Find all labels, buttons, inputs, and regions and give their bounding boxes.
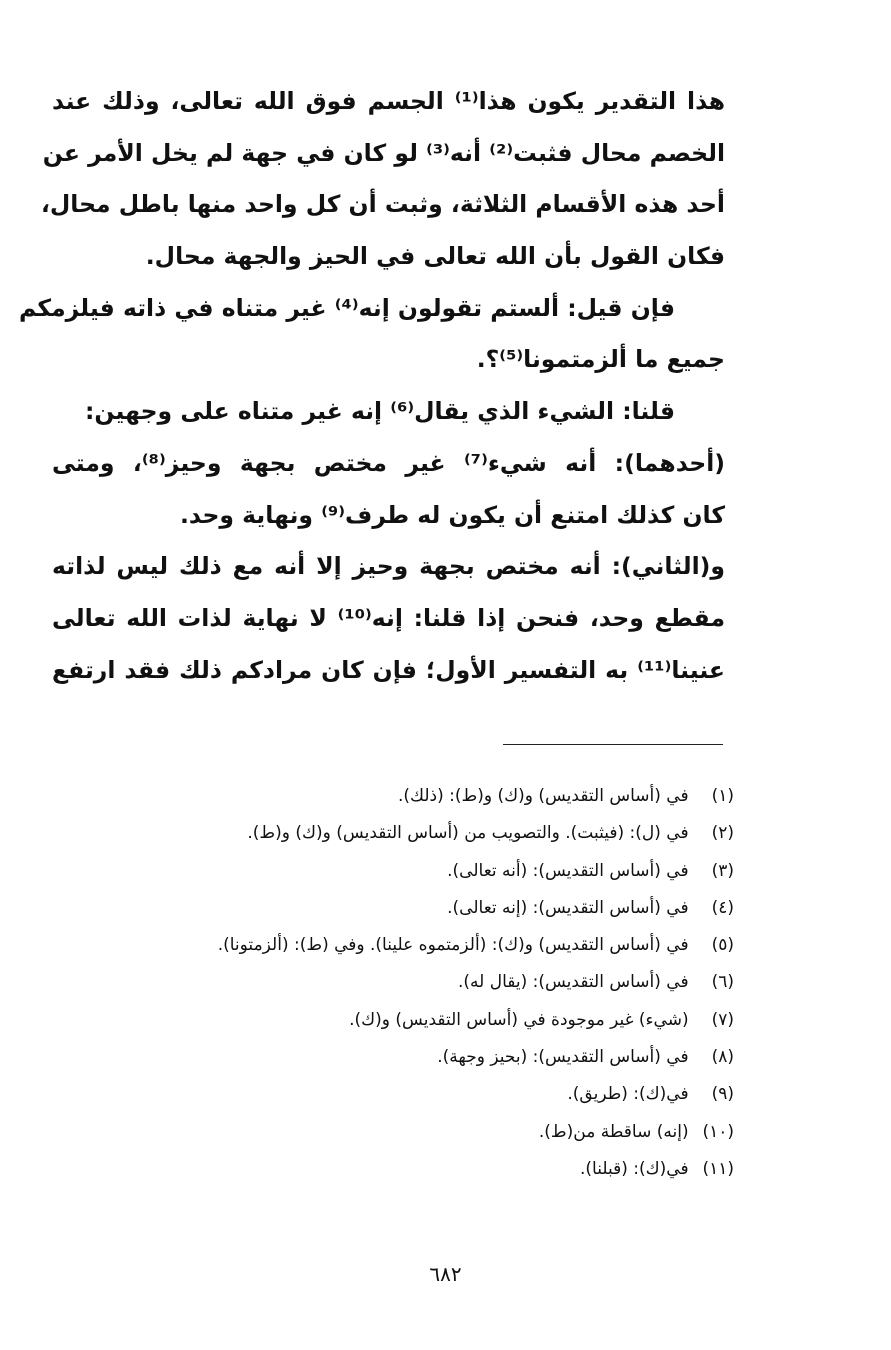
footnote-text: (شيء) غير موجودة في (أساس التقديس) و(ك). — [349, 1009, 689, 1030]
footnote-text: في (أساس التقديس): (إنه تعالى). — [447, 897, 689, 918]
text-line: فكان القول بأن الله تعالى في الحيز والجهة محال. — [145, 242, 725, 271]
footnote — [60, 1076, 734, 1113]
footnote-number: (١٠) — [702, 1121, 734, 1142]
footnote — [60, 853, 734, 890]
text-line: أحد هذه الأقسام الثلاثة، وثبت أن كل واحد منها باطل محال، — [40, 190, 725, 219]
footnote-number: (٨) — [711, 1047, 734, 1068]
text-line: قلنا: الشيء الذي يقال⁽⁶⁾ إنه غير متناه على وجهين: — [84, 397, 675, 426]
text-line: (أحدهما): أنه شيء⁽⁷⁾ غير مختص بجهة وحيز⁽⁸⁾، ومتى — [52, 448, 726, 477]
footnote-text: في (أساس التقديس) و(ك) و(ط): (ذلك). — [398, 786, 689, 806]
text-line: و(الثاني): أنه مختص بجهة وحيز إلا أنه مع ذلك ليس لذاته — [52, 552, 725, 581]
footnote-number: (٦) — [711, 972, 734, 993]
footnote-text: في(ك): (طريق). — [567, 1084, 689, 1105]
footnote — [60, 1114, 734, 1151]
footnote-text: في (أساس التقديس): (يقال له). — [458, 972, 689, 993]
footnote-text: في (أساس التقديس): (بحيز وجهة). — [437, 1047, 689, 1068]
footnote-number: (١١) — [702, 1158, 734, 1179]
footnote-text: في (أساس التقديس) و(ك): (ألزمتموه علينا). وفي (ط): (ألزمتونا). — [217, 935, 689, 956]
footnote-number: (٩) — [711, 1084, 734, 1105]
text-line: الخصم محال فثبت⁽²⁾ أنه⁽³⁾ لو كان في جهة لم يخل الأمر عن — [42, 138, 725, 167]
footnote-text: في (ل): (فيثبت). والتصويب من (أساس التقديس) و(ك) و(ط). — [247, 823, 689, 844]
text-line: جميع ما ألزمتمونا⁽⁵⁾؟. — [476, 345, 725, 374]
footnote — [60, 778, 734, 815]
footnote — [60, 964, 734, 1001]
text-line: كان كذلك امتنع أن يكون له طرف⁽⁹⁾ ونهاية وحد. — [179, 500, 725, 529]
text-line: فإن قيل: ألستم تقولون إنه⁽⁴⁾ غير متناه في ذاته فيلزمكم — [18, 293, 675, 322]
text-line: هذا التقدير يكون هذا⁽¹⁾ الجسم فوق الله تعالى، وذلك عند — [52, 87, 725, 115]
footnote — [60, 927, 734, 964]
footnotes — [60, 778, 734, 1188]
main-text — [18, 76, 726, 696]
footnote-text: في(ك): (قبلنا). — [580, 1158, 689, 1179]
footnote-number: (٥) — [711, 935, 734, 956]
footnote-number: (١) — [711, 786, 734, 806]
footnote-number: (٤) — [711, 897, 734, 918]
text-line: مقطع وحد، فنحن إذا قلنا: إنه⁽¹⁰⁾ لا نهاية لذات الله تعالى — [52, 603, 726, 632]
footnote-separator — [503, 744, 723, 745]
page-number: ٦٨٢ — [429, 1262, 462, 1286]
footnote-number: (٣) — [711, 860, 734, 881]
footnote — [60, 890, 734, 927]
footnote — [60, 815, 734, 852]
footnote — [60, 1151, 734, 1188]
text-line: عنينا⁽¹¹⁾ به التفسير الأول؛ فإن كان مرادكم ذلك فقد ارتفع — [52, 655, 725, 684]
footnote-number: (٢) — [711, 823, 734, 844]
footnote-text: في (أساس التقديس): (أنه تعالى). — [447, 860, 689, 881]
footnote — [60, 1002, 734, 1039]
footnote-number: (٧) — [711, 1009, 734, 1030]
footnote — [60, 1039, 734, 1076]
footnote-text: (إنه) ساقطة من(ط). — [538, 1121, 689, 1142]
